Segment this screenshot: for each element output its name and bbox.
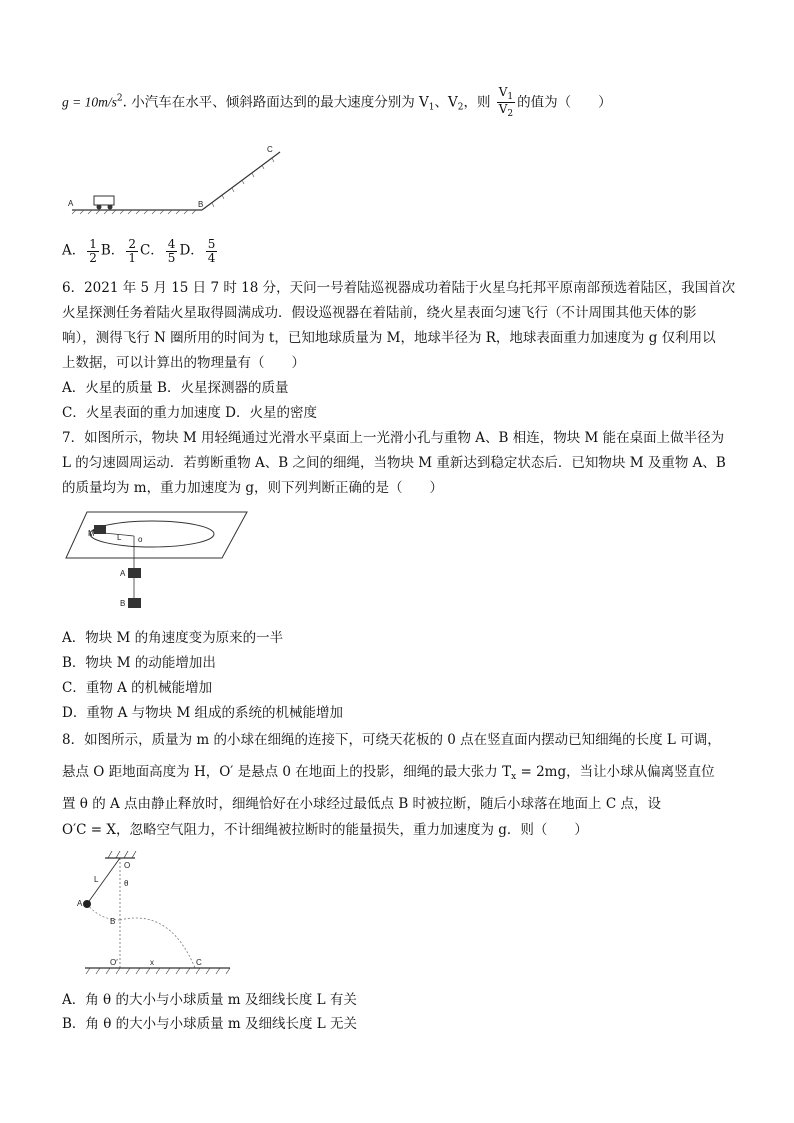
q6-line-3: 响），测得飞行 N 圈所用的时间为 t，已知地球质量为 M，地球半径为 R，地球表面重力加速度为 g 仅利用以 [62, 330, 716, 346]
q8-tension-sub: x [511, 772, 517, 782]
q5-stem-line [62, 86, 612, 120]
q5-sep: 、V [434, 94, 458, 111]
q8-ceiling-hatch [108, 851, 136, 858]
q8-ball [83, 900, 91, 908]
q6-options-ab: A．火星的质量 B．火星探测器的质量 [62, 380, 289, 396]
q5-figure [62, 140, 292, 225]
q5-option-a: $\frac{1}{2}$ [89, 237, 97, 265]
q5-option-d-letter: D． [179, 242, 204, 259]
q8-label-c: C [196, 958, 202, 967]
q7-mass-a [128, 568, 141, 578]
q5-g-exponent: 2 [116, 93, 123, 104]
q7-option-d: D．重物 A 与物块 M 组成的系统的机械能增加 [62, 705, 344, 721]
q5-v1-sub: 1 [428, 102, 435, 113]
q5-wheel-right [108, 205, 113, 210]
q5-stem-text: . 小汽车在水平、倾斜路面达到的最大速度分别为 V [122, 94, 429, 111]
q5-then: ，则 [463, 94, 491, 111]
q5-ground-hatch [72, 210, 196, 214]
q6-line-4: 上数据，可以计算出的物理量有（ ） [62, 355, 305, 371]
q7-circular-path [90, 521, 214, 547]
q7-figure [62, 506, 252, 618]
q8-ground-hatch [86, 968, 230, 974]
q5-wheel-left [97, 205, 102, 210]
q8-line-1: 8．如图所示，质量为 m 的小球在细绳的连接下，可绕天花板的 0 点在竖直面内摆动已知细绳的长度 L 可调， [62, 732, 721, 748]
q8-label-o: O [124, 861, 131, 870]
q8-label-x: x [150, 958, 154, 967]
q5-option-b: $\frac{2}{1}$ [128, 237, 136, 265]
q5-frac-den: V [498, 102, 508, 117]
q8-line-2 [62, 762, 715, 787]
q5-option-c: $\frac{4}{5}$ [167, 237, 176, 265]
q8-trajectory [120, 918, 195, 968]
q5-tail: 的值为（ ） [517, 94, 612, 111]
q5-frac-den-sub: 2 [507, 109, 514, 120]
q7-label-l: L [117, 533, 122, 542]
q7-mass-b [128, 598, 141, 608]
q6-line-1: 6．2021 年 5 月 15 日 7 时 18 分，天问一号着陆巡视器成功着陆于火星乌托邦平原南部预选着陆区，我国首次 [62, 280, 736, 296]
q8-line-4: O′C = X，忽略空气阻力，不计细绳被拉断时的能量损失，重力加速度为 g．则（ ） [62, 822, 588, 838]
q7-label-b: B [120, 599, 126, 608]
q7-option-b: B．物块 M 的动能增加出 [62, 655, 216, 671]
q7-label-o: o [138, 535, 143, 544]
q5-label-c: C [267, 145, 273, 154]
q8-label-o-prime: O′ [110, 958, 118, 967]
q5-car [94, 196, 114, 205]
q7-line-2: L 的匀速圆周运动．若剪断重物 A、B 之间的细绳，当物块 M 重新达到稳定状态后．已知物块 M 及重物 A、B [62, 455, 726, 471]
q8-string [87, 858, 120, 904]
q7-option-c: C．重物 A 的机械能增加 [62, 680, 213, 696]
q8-label-b: B [110, 917, 116, 926]
q8-label-l: L [94, 875, 99, 884]
q8-label-theta: θ [124, 879, 129, 888]
q8-line-3: 置 θ 的 A 点由静止释放时，细绳恰好在小球经过最低点 B 时被拉断，随后小球落在地面上 C 点，设 [62, 796, 661, 812]
q5-option-b-letter: B． [100, 242, 125, 259]
q5-label-b: B [198, 200, 204, 209]
q5-g-value: g = 10m/s [62, 94, 117, 110]
q8-option-b: B．角 θ 的大小与小球质量 m 及细线长度 L 无关 [62, 1016, 358, 1032]
q5-incline [202, 152, 280, 210]
q5-v2-sub: 2 [457, 102, 464, 113]
q5-option-d: $\frac{5}{4}$ [207, 237, 216, 265]
q5-option-a-letter: A． [62, 242, 86, 259]
q5-options [62, 238, 219, 264]
q5-option-c-letter: C． [139, 242, 164, 259]
q7-line-3: 的质量均为 m，重力加速度为 g，则下列判断正确的是（ ） [62, 480, 444, 496]
q5-frac-num-sub: 1 [507, 92, 514, 102]
q7-label-m: M [88, 529, 95, 538]
q5-ratio-fraction [497, 86, 515, 120]
q5-incline-hatch [212, 158, 274, 207]
q8-line-2-a: 悬点 O 距地面高度为 H，O′ 是悬点 0 在地面上的投影，细绳的最大张力 T [62, 764, 512, 780]
q5-label-a: A [68, 199, 74, 208]
q8-option-a: A．角 θ 的大小与小球质量 m 及细线长度 L 有关 [62, 992, 357, 1008]
q8-line-2-b: = 2mg，当让小球从偏离竖直位 [516, 764, 715, 780]
q6-line-2: 火星探测任务着陆火星取得圆满成功．假设巡视器在着陆前，绕火星表面匀速飞行（不计周围其他天体的影 [62, 305, 697, 321]
q5-frac-num: V [498, 85, 508, 99]
q6-options-cd: C．火星表面的重力加速度 D．火星的密度 [62, 405, 317, 421]
q7-label-a: A [120, 569, 126, 578]
q8-figure [77, 848, 240, 978]
q7-line-1: 7．如图所示，物块 M 用轻绳通过光滑水平桌面上一光滑小孔与重物 A、B 相连，物块 M 能在桌面上做半径为 [62, 430, 725, 446]
q7-option-a: A．物块 M 的角速度变为原来的一半 [62, 630, 284, 646]
q8-label-a: A [77, 899, 83, 908]
